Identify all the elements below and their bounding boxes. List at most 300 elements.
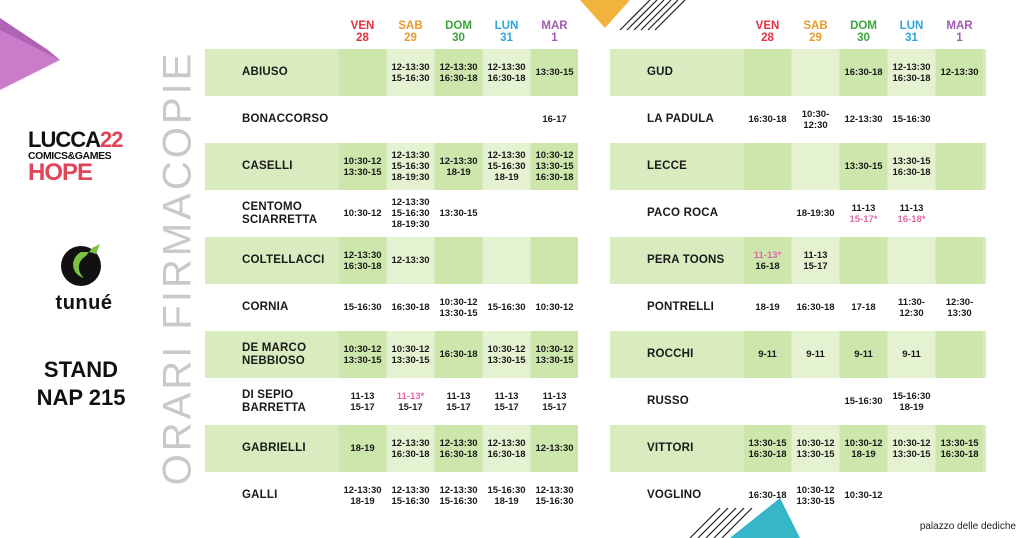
time-cell-dom	[840, 96, 887, 143]
time-slot: 15-16:30	[391, 208, 430, 219]
author-name: COLTELLACCI	[242, 254, 325, 266]
time-cell-dom	[840, 190, 887, 237]
time-slot: 12-13:30	[391, 255, 430, 266]
time-slot: 11-13	[542, 390, 567, 402]
time-cell-ven	[339, 49, 386, 96]
time-slot: 11-13	[803, 249, 828, 261]
time-cell-mar	[936, 190, 983, 237]
day-number: 29	[809, 32, 822, 44]
time-cell-mar	[936, 284, 983, 331]
time-cell-lun	[888, 472, 935, 519]
time-cell-ven	[744, 425, 791, 472]
day-name: VEN	[755, 20, 780, 32]
time-cell-dom	[840, 331, 887, 378]
time-slot: 16:30-18	[487, 448, 526, 460]
time-cell-dom	[840, 425, 887, 472]
time-cell-ven	[744, 237, 791, 284]
time-cell-sab	[387, 96, 434, 143]
time-cell-mar	[531, 190, 578, 237]
time-cell-lun	[888, 143, 935, 190]
time-cell-ven	[339, 425, 386, 472]
time-slot: 12-13:30	[892, 61, 931, 73]
time-slot: 11-13	[446, 390, 471, 402]
right-day-header-sab	[792, 20, 839, 44]
time-slot: 12-13:30	[391, 150, 430, 161]
time-cell-lun	[888, 425, 935, 472]
time-slot: 9-11	[758, 349, 777, 360]
time-slot: 11-13	[350, 390, 375, 402]
time-cell-dom	[840, 378, 887, 425]
time-cell-ven	[339, 331, 386, 378]
time-cell-sab	[387, 190, 434, 237]
lucca-comics-logo	[28, 127, 138, 186]
time-cell-lun	[483, 284, 530, 331]
schedule-row	[205, 237, 578, 284]
time-slot: 13:30-15	[343, 166, 382, 178]
time-cell-mar	[531, 49, 578, 96]
author-name: LECCE	[647, 160, 687, 172]
time-slot: 16:30-18	[940, 448, 979, 460]
time-cell-ven	[339, 237, 386, 284]
time-cell-ven	[744, 284, 791, 331]
time-cell-sab	[387, 237, 434, 284]
time-slot: 18-19	[494, 495, 519, 507]
schedule-row	[610, 331, 986, 378]
time-slot: 15-16:30	[391, 72, 430, 84]
time-slot: 12-13:30	[343, 484, 382, 496]
time-slot: 15-16:30	[343, 302, 382, 313]
time-cell-sab	[792, 284, 839, 331]
time-cell-sab	[792, 425, 839, 472]
time-cell-mar	[936, 143, 983, 190]
time-slot: 13:30-15	[844, 161, 883, 172]
day-number: 29	[404, 32, 417, 44]
time-slot: 10:30-12	[439, 296, 478, 308]
time-cell-lun	[888, 284, 935, 331]
time-slot: 16-17	[542, 114, 567, 125]
time-cell-ven	[744, 143, 791, 190]
time-slot: 12:30-	[945, 296, 974, 308]
time-cell-mar	[936, 331, 983, 378]
day-name: VEN	[350, 20, 375, 32]
author-name: CORNIA	[242, 301, 289, 313]
time-slot: 12-13:30	[439, 437, 478, 449]
time-cell-ven	[744, 472, 791, 519]
time-slot: 18-19:30	[391, 219, 430, 230]
schedule-row	[610, 190, 986, 237]
day-number: 30	[452, 32, 465, 44]
time-slot: 13:30	[947, 307, 972, 319]
schedule-row	[205, 143, 578, 190]
time-cell-ven	[744, 96, 791, 143]
time-slot: 11-13*	[753, 249, 782, 261]
author-name: VITTORI	[647, 442, 694, 454]
time-slot: 10:30-12	[343, 343, 382, 355]
time-cell-mar	[531, 143, 578, 190]
time-cell-dom	[840, 284, 887, 331]
time-cell-dom	[840, 49, 887, 96]
time-slot: 16:30-18	[796, 302, 835, 313]
right-day-header-dom	[840, 20, 887, 44]
time-cell-ven	[744, 49, 791, 96]
time-cell-lun	[483, 237, 530, 284]
time-cell-lun	[483, 49, 530, 96]
time-slot: 15-16:30	[487, 302, 526, 313]
schedule-row	[610, 143, 986, 190]
time-slot: 10:30-12	[343, 208, 382, 219]
author-name: DI SEPIO BARRETTA	[242, 388, 306, 414]
time-cell-lun	[888, 190, 935, 237]
day-number: 28	[761, 32, 774, 44]
time-cell-ven	[339, 143, 386, 190]
day-number: 31	[905, 32, 918, 44]
time-cell-ven	[339, 284, 386, 331]
time-cell-lun	[483, 378, 530, 425]
author-name: GALLI	[242, 489, 278, 501]
time-cell-sab	[387, 472, 434, 519]
time-slot: 18-19	[494, 172, 519, 183]
time-cell-mar	[936, 237, 983, 284]
day-name: LUN	[494, 20, 519, 32]
time-slot: 12-13:30	[487, 437, 526, 449]
footer-location: palazzo delle dediche	[919, 521, 1016, 532]
time-slot: 13:30-15	[796, 495, 835, 507]
time-slot: 16-18	[755, 260, 780, 272]
author-name: ROCCHI	[647, 348, 694, 360]
day-name: MAR	[946, 20, 973, 32]
time-cell-mar	[531, 284, 578, 331]
time-slot: 10:30-12	[844, 490, 883, 501]
left-day-header-lun	[483, 20, 530, 44]
time-slot: 18-19	[899, 401, 924, 413]
time-slot: 16:30-18	[535, 172, 574, 183]
time-slot: 16:30-18	[892, 72, 931, 84]
time-slot: 16:30-18	[343, 260, 382, 272]
time-cell-lun	[483, 190, 530, 237]
time-slot: 16:30-18	[844, 67, 883, 78]
time-slot: 13:30-15	[940, 437, 979, 449]
logo-hope-text: HOPE	[28, 159, 93, 186]
time-slot: 10:30-12	[796, 437, 835, 449]
time-cell-dom	[840, 143, 887, 190]
author-name: RUSSO	[647, 395, 689, 407]
time-cell-mar	[531, 378, 578, 425]
page-title: ORARI FIRMACOPIE	[155, 50, 200, 486]
logo-lucca-text: LUCCA	[28, 127, 100, 152]
schedule-row	[205, 378, 578, 425]
time-slot: 12-13:30	[487, 150, 526, 161]
schedule-row	[610, 237, 986, 284]
time-slot: 12-13:30	[844, 114, 883, 125]
corner-decoration-top-center	[560, 0, 690, 40]
time-slot: 15-17	[494, 401, 519, 413]
time-slot: 18-19:30	[391, 172, 430, 183]
time-cell-sab	[792, 49, 839, 96]
time-cell-sab	[387, 331, 434, 378]
schedule-row	[205, 284, 578, 331]
time-slot: 10:30-12	[844, 437, 883, 449]
time-cell-lun	[888, 331, 935, 378]
time-cell-sab	[792, 331, 839, 378]
time-cell-mar	[531, 331, 578, 378]
logo-comics-games-text: COMICS&GAMES	[28, 150, 112, 162]
time-slot: 13:30-15	[343, 354, 382, 366]
time-slot: 15-16:30	[892, 114, 931, 125]
time-cell-dom	[435, 331, 482, 378]
time-slot: 15-16:30	[391, 495, 430, 507]
time-slot: 16:30-18	[487, 72, 526, 84]
time-slot: 11:30-	[898, 296, 925, 308]
time-cell-sab	[792, 190, 839, 237]
time-slot: 16:30-18	[439, 448, 478, 460]
time-slot: 16:30-18	[391, 448, 430, 460]
schedule-row	[205, 96, 578, 143]
time-slot: 15-16:30	[487, 161, 526, 172]
tunue-logo-icon	[56, 238, 106, 288]
time-slot: 9-11	[854, 349, 873, 360]
time-cell-sab	[792, 472, 839, 519]
logo-year-text: 22	[100, 127, 123, 152]
time-slot: 12:30	[803, 119, 828, 131]
time-slot: 12-13:30	[391, 197, 430, 208]
time-cell-sab	[792, 378, 839, 425]
time-cell-mar	[936, 378, 983, 425]
time-cell-ven	[744, 331, 791, 378]
right-day-header-mar	[936, 20, 983, 44]
time-slot: 13:30-15	[796, 448, 835, 460]
time-slot: 15-16:30	[391, 161, 430, 172]
day-number: 1	[956, 32, 963, 44]
time-cell-ven	[744, 190, 791, 237]
time-cell-sab	[792, 96, 839, 143]
time-cell-dom	[435, 96, 482, 143]
left-day-header-sab	[387, 20, 434, 44]
time-slot: 15-17	[542, 401, 567, 413]
time-slot: 13:30-15	[748, 437, 787, 449]
time-slot: 12-13:30	[439, 155, 478, 167]
time-cell-lun	[483, 143, 530, 190]
time-slot: 17-18	[851, 302, 876, 313]
time-cell-lun	[888, 378, 935, 425]
time-slot: 12-13:30	[439, 484, 478, 496]
time-cell-dom	[840, 237, 887, 284]
left-day-header-ven	[339, 20, 386, 44]
time-slot: 9-11	[902, 349, 921, 360]
time-slot: 12:30	[899, 307, 924, 319]
author-name: CASELLI	[242, 160, 293, 172]
time-cell-dom	[840, 472, 887, 519]
time-slot: 13:30-15	[535, 354, 574, 366]
author-name: LA PADULA	[647, 113, 714, 125]
time-slot: 12-13:30	[535, 484, 574, 496]
time-cell-sab	[387, 143, 434, 190]
time-cell-dom	[435, 284, 482, 331]
time-slot: 18-19	[446, 166, 471, 178]
time-slot: 12-13:30	[391, 61, 430, 73]
time-cell-ven	[339, 190, 386, 237]
time-cell-dom	[435, 472, 482, 519]
time-slot: 15-17*	[849, 213, 878, 225]
publisher-name: tunué	[55, 292, 113, 314]
time-slot: 11-13	[494, 390, 519, 402]
time-slot: 15-16:30	[844, 396, 883, 407]
time-slot: 18-19	[851, 448, 876, 460]
time-slot: 15-17	[350, 401, 375, 413]
time-cell-ven	[744, 378, 791, 425]
time-slot: 15-16:30	[535, 495, 574, 507]
time-slot: 10:30-12	[535, 343, 574, 355]
left-day-header-dom	[435, 20, 482, 44]
time-slot: 13:30-15	[535, 161, 574, 172]
time-cell-ven	[339, 378, 386, 425]
time-slot: 16:30-18	[748, 448, 787, 460]
time-slot: 12-13:30	[940, 67, 979, 78]
time-slot: 10:30-12	[343, 155, 382, 167]
time-slot: 11-13	[851, 202, 876, 214]
time-cell-lun	[888, 96, 935, 143]
time-slot: 15-16:30	[439, 495, 478, 507]
time-slot: 13:30-15	[487, 354, 526, 366]
time-cell-mar	[936, 49, 983, 96]
time-slot: 13:30-15	[892, 448, 931, 460]
time-slot: 16:30-18	[439, 72, 478, 84]
day-number: 30	[857, 32, 870, 44]
schedule-row	[610, 49, 986, 96]
time-slot: 16:30-18	[748, 490, 787, 501]
time-cell-sab	[792, 237, 839, 284]
time-slot: 16:30-18	[892, 166, 931, 178]
time-cell-ven	[339, 472, 386, 519]
schedule-row	[205, 425, 578, 472]
time-slot: 9-11	[806, 349, 825, 360]
time-cell-sab	[792, 143, 839, 190]
day-number: 1	[551, 32, 558, 44]
time-cell-mar	[531, 472, 578, 519]
schedule-row	[610, 425, 986, 472]
time-slot: 16:30-18	[391, 302, 430, 313]
time-slot: 13:30-15	[892, 155, 931, 167]
time-slot: 12-13:30	[391, 437, 430, 449]
time-slot: 13:30-15	[439, 208, 478, 219]
time-cell-sab	[387, 425, 434, 472]
schedule-row	[610, 284, 986, 331]
time-cell-mar	[936, 96, 983, 143]
author-name: DE MARCO NEBBIOSO	[242, 341, 307, 367]
time-cell-lun	[483, 425, 530, 472]
author-name: BONACCORSO	[242, 113, 329, 125]
time-slot: 12-13:30	[343, 249, 382, 261]
author-name: GUD	[647, 66, 674, 78]
time-cell-dom	[435, 190, 482, 237]
time-cell-dom	[435, 378, 482, 425]
time-slot: 16:30-18	[748, 114, 787, 125]
time-slot: 15-16:30	[892, 390, 931, 402]
time-slot: 15-16:30	[487, 484, 526, 496]
time-slot: 12-13:30	[535, 443, 574, 454]
time-slot: 12-13:30	[391, 484, 430, 496]
schedule-row	[610, 472, 986, 519]
author-name: CENTOMO SCIARRETTA	[242, 200, 318, 226]
time-cell-lun	[483, 96, 530, 143]
time-cell-mar	[531, 237, 578, 284]
day-number: 31	[500, 32, 513, 44]
time-cell-dom	[435, 49, 482, 96]
time-slot: 10:30-12	[487, 343, 526, 355]
stand-line-2: NAP 215	[36, 385, 126, 410]
time-slot: 12-13:30	[487, 61, 526, 73]
time-cell-lun	[483, 472, 530, 519]
stand-label	[22, 356, 140, 412]
time-cell-mar	[531, 425, 578, 472]
left-day-header-mar	[531, 20, 578, 44]
day-name: SAB	[398, 20, 423, 32]
day-name: DOM	[445, 20, 472, 32]
time-slot: 16:30-18	[439, 349, 478, 360]
time-slot: 10:30-12	[796, 484, 835, 496]
time-slot: 13:30-15	[535, 67, 574, 78]
time-cell-dom	[435, 237, 482, 284]
time-cell-mar	[531, 96, 578, 143]
time-slot: 13:30-15	[439, 307, 478, 319]
day-name: LUN	[899, 20, 924, 32]
author-name: PERA TOONS	[647, 254, 725, 266]
time-slot: 10:30-12	[892, 437, 931, 449]
time-slot: 16-18*	[897, 213, 926, 225]
author-name: GABRIELLI	[242, 442, 306, 454]
time-cell-lun	[483, 331, 530, 378]
time-slot: 18-19:30	[796, 208, 835, 219]
time-cell-dom	[435, 425, 482, 472]
time-slot: 18-19	[350, 443, 375, 454]
time-slot: 10:30-12	[535, 302, 574, 313]
time-cell-lun	[888, 237, 935, 284]
schedule-row	[610, 378, 986, 425]
day-number: 28	[356, 32, 369, 44]
time-cell-mar	[936, 425, 983, 472]
time-cell-dom	[435, 143, 482, 190]
schedule-row	[205, 190, 578, 237]
time-cell-sab	[387, 49, 434, 96]
author-name: PONTRELLI	[647, 301, 714, 313]
right-day-header-lun	[888, 20, 935, 44]
schedule-row	[205, 49, 578, 96]
stand-line-1: STAND	[43, 357, 119, 382]
schedule-row	[205, 472, 578, 519]
time-slot: 11-13*	[396, 390, 425, 402]
right-day-header-ven	[744, 20, 791, 44]
day-name: DOM	[850, 20, 877, 32]
day-name: SAB	[803, 20, 828, 32]
time-slot: 15-17	[446, 401, 471, 413]
time-slot: 15-17	[803, 260, 828, 272]
time-slot: 18-19	[350, 495, 375, 507]
time-slot: 18-19	[755, 302, 780, 313]
time-cell-sab	[387, 378, 434, 425]
brand-column	[0, 0, 150, 538]
time-cell-mar	[936, 472, 983, 519]
author-name: VOGLINO	[647, 489, 702, 501]
time-slot: 15-17	[398, 401, 423, 413]
time-slot: 12-13:30	[439, 61, 478, 73]
time-slot: 10:30-12	[535, 150, 574, 161]
schedule-row	[610, 96, 986, 143]
time-slot: 13:30-15	[391, 354, 430, 366]
time-cell-sab	[387, 284, 434, 331]
author-name: ABIUSO	[242, 66, 288, 78]
time-cell-lun	[888, 49, 935, 96]
author-name: PACO ROCA	[647, 207, 719, 219]
time-slot: 10:30-12	[391, 343, 430, 355]
